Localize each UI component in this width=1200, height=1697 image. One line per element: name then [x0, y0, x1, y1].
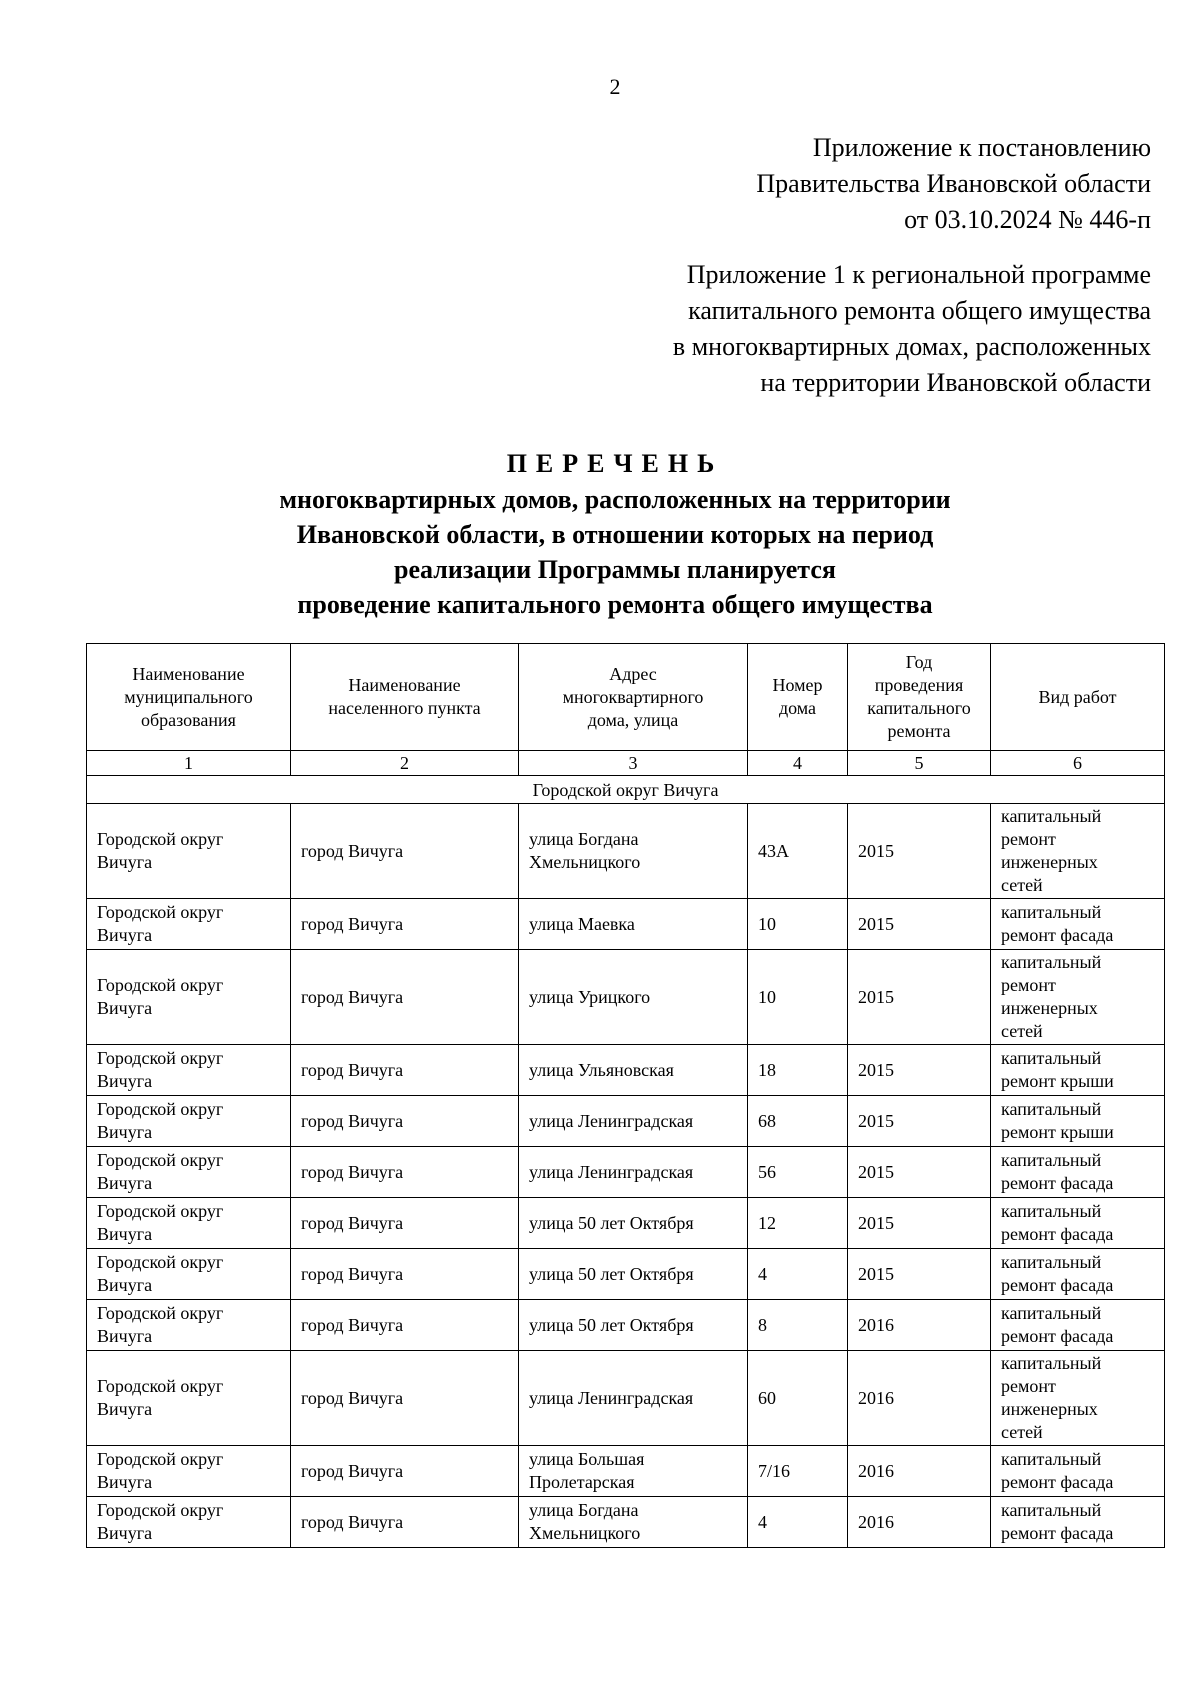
- cell-settlement: город Вичуга: [291, 1198, 519, 1249]
- cell-municipality-line: Вичуга: [97, 1173, 153, 1193]
- cell-street-line: Пролетарская: [529, 1472, 635, 1492]
- cell-municipality-line: Городской округ: [97, 1252, 224, 1272]
- cell-municipality: [87, 1249, 291, 1300]
- cell-municipality-line: Вичуга: [97, 1399, 153, 1419]
- annex-program-line: капитального ремонта общего имущества: [688, 296, 1151, 325]
- cell-house: 10: [748, 950, 848, 1045]
- cell-street: [519, 804, 748, 899]
- header-street: [519, 644, 748, 751]
- cell-street-line: Хмельницкого: [529, 852, 641, 872]
- cell-municipality: [87, 804, 291, 899]
- header-line: населенного пункта: [328, 698, 481, 718]
- cell-work-type: [991, 1446, 1165, 1497]
- cell-street: [519, 1045, 748, 1096]
- table-row: [87, 1147, 1165, 1198]
- cell-house: 10: [748, 899, 848, 950]
- cell-work-type-line: капитальный: [1001, 1449, 1102, 1469]
- cell-work-type-line: ремонт фасада: [1001, 1523, 1114, 1543]
- cell-settlement: город Вичуга: [291, 1351, 519, 1446]
- annex-resolution-line: от 03.10.2024 № 446-п: [904, 205, 1151, 234]
- table-row: [87, 1045, 1165, 1096]
- header-line: капитального: [867, 698, 971, 718]
- cell-year: 2016: [848, 1351, 991, 1446]
- cell-settlement: город Вичуга: [291, 1045, 519, 1096]
- cell-street-line: улица Маевка: [529, 913, 635, 934]
- cell-work-type: [991, 1096, 1165, 1147]
- cell-year: 2015: [848, 1045, 991, 1096]
- header-line: дома: [778, 698, 817, 718]
- cell-settlement: город Вичуга: [291, 1249, 519, 1300]
- cell-municipality-line: Городской округ: [97, 1449, 224, 1469]
- cell-work-type-line: капитальный: [1001, 1353, 1102, 1373]
- cell-year: 2015: [848, 1147, 991, 1198]
- cell-work-type-line: капитальный: [1001, 1500, 1102, 1520]
- document-subtitle-line: Ивановской области, в отношении которых на период: [296, 520, 934, 549]
- cell-municipality-line: Вичуга: [97, 1275, 153, 1295]
- cell-settlement: город Вичуга: [291, 1446, 519, 1497]
- column-number: 1: [87, 751, 291, 776]
- table-row: [87, 1096, 1165, 1147]
- cell-municipality: [87, 950, 291, 1045]
- cell-municipality: [87, 1198, 291, 1249]
- cell-municipality: [87, 1300, 291, 1351]
- cell-municipality: [87, 1096, 291, 1147]
- group-row: [87, 776, 1165, 804]
- annex-program-line: в многоквартирных домах, расположенных: [672, 332, 1151, 361]
- header-work-type: [991, 644, 1165, 751]
- cell-street-line: улица Богдана: [529, 829, 639, 849]
- cell-municipality: [87, 899, 291, 950]
- cell-settlement: город Вичуга: [291, 1300, 519, 1351]
- cell-municipality-line: Городской округ: [97, 1500, 224, 1520]
- table-row: [87, 1446, 1165, 1497]
- cell-work-type-line: капитальный: [1001, 1201, 1102, 1221]
- cell-work-type-line: капитальный: [1001, 806, 1102, 826]
- table-row: [87, 1497, 1165, 1548]
- cell-settlement: город Вичуга: [291, 1497, 519, 1548]
- cell-work-type: [991, 1147, 1165, 1198]
- cell-municipality-line: Вичуга: [97, 1071, 153, 1091]
- cell-work-type-line: инженерных: [1001, 998, 1098, 1018]
- cell-work-type-line: капитальный: [1001, 902, 1102, 922]
- cell-work-type-line: капитальный: [1001, 1252, 1102, 1272]
- cell-municipality: [87, 1446, 291, 1497]
- header-house: [748, 644, 848, 751]
- cell-work-type: [991, 1497, 1165, 1548]
- cell-year: 2015: [848, 1198, 991, 1249]
- cell-street: [519, 1249, 748, 1300]
- table-row: [87, 950, 1165, 1045]
- cell-house: 12: [748, 1198, 848, 1249]
- cell-work-type-line: капитальный: [1001, 1150, 1102, 1170]
- cell-year: 2015: [848, 950, 991, 1045]
- cell-work-type-line: капитальный: [1001, 1048, 1102, 1068]
- cell-work-type-line: ремонт: [1001, 829, 1056, 849]
- column-number: 6: [991, 751, 1165, 776]
- cell-year: 2016: [848, 1446, 991, 1497]
- cell-municipality-line: Городской округ: [97, 1048, 224, 1068]
- cell-street-line: улица Урицкого: [529, 986, 651, 1007]
- cell-house: 43А: [748, 804, 848, 899]
- cell-street-line: улица Ленинградская: [529, 1110, 694, 1131]
- cell-house: 56: [748, 1147, 848, 1198]
- cell-street-line: улица Большая: [529, 1449, 645, 1469]
- cell-work-type: [991, 1045, 1165, 1096]
- cell-work-type-line: сетей: [1001, 875, 1043, 895]
- cell-municipality: [87, 1045, 291, 1096]
- cell-municipality-line: Вичуга: [97, 1472, 153, 1492]
- cell-municipality-line: Вичуга: [97, 925, 153, 945]
- cell-municipality-line: Городской округ: [97, 1150, 224, 1170]
- annex-program: [673, 257, 1151, 401]
- cell-municipality: [87, 1351, 291, 1446]
- cell-street: [519, 1446, 748, 1497]
- cell-street: [519, 899, 748, 950]
- cell-street-line: улица 50 лет Октября: [529, 1263, 694, 1284]
- cell-street-line: улица 50 лет Октября: [529, 1212, 694, 1233]
- cell-municipality: [87, 1497, 291, 1548]
- cell-municipality-line: Вичуга: [97, 1224, 153, 1244]
- cell-house: 4: [748, 1497, 848, 1548]
- cell-work-type-line: капитальный: [1001, 1303, 1102, 1323]
- table-row: [87, 1198, 1165, 1249]
- cell-street-line: улица Ленинградская: [529, 1161, 694, 1182]
- annex-program-line: Приложение 1 к региональной программе: [686, 260, 1151, 289]
- cell-year: 2015: [848, 899, 991, 950]
- buildings-table: [86, 643, 1165, 1548]
- annex-resolution-line: Правительства Ивановской области: [756, 169, 1151, 198]
- cell-work-type: [991, 1351, 1165, 1446]
- cell-municipality-line: Городской округ: [97, 902, 224, 922]
- cell-year: 2015: [848, 1096, 991, 1147]
- cell-work-type-line: ремонт фасада: [1001, 1326, 1114, 1346]
- cell-municipality-line: Вичуга: [97, 1523, 153, 1543]
- annex-resolution: [756, 130, 1151, 238]
- cell-street-line: улица Богдана: [529, 1500, 639, 1520]
- cell-municipality-line: Городской округ: [97, 829, 224, 849]
- column-number: 3: [519, 751, 748, 776]
- cell-street-line: улица Ленинградская: [529, 1387, 694, 1408]
- document-subtitle-line: реализации Программы планируется: [394, 555, 836, 584]
- header-line: Вид работ: [1038, 686, 1117, 707]
- cell-work-type-line: ремонт фасада: [1001, 925, 1114, 945]
- header-line: дома, улица: [587, 709, 679, 730]
- cell-year: 2016: [848, 1300, 991, 1351]
- cell-street: [519, 1147, 748, 1198]
- cell-work-type-line: капитальный: [1001, 1099, 1102, 1119]
- cell-street: [519, 1497, 748, 1548]
- cell-settlement: город Вичуга: [291, 899, 519, 950]
- cell-municipality-line: Городской округ: [97, 975, 224, 995]
- header-line: Наименование: [348, 675, 461, 695]
- header-line: ремонта: [887, 721, 951, 741]
- cell-work-type: [991, 950, 1165, 1045]
- cell-municipality-line: Городской округ: [97, 1376, 224, 1396]
- page-number: 2: [609, 74, 621, 99]
- document-subtitle-line: проведение капитального ремонта общего имущества: [297, 590, 933, 619]
- table-row: [87, 899, 1165, 950]
- header-line: Год: [905, 652, 933, 672]
- header-line: Адрес: [609, 663, 657, 684]
- cell-year: 2016: [848, 1497, 991, 1548]
- cell-settlement: город Вичуга: [291, 1147, 519, 1198]
- cell-street-line: Хмельницкого: [529, 1523, 641, 1543]
- cell-work-type-line: ремонт: [1001, 975, 1056, 995]
- cell-municipality-line: Городской округ: [97, 1303, 224, 1323]
- cell-work-type: [991, 804, 1165, 899]
- cell-settlement: город Вичуга: [291, 1096, 519, 1147]
- cell-settlement: город Вичуга: [291, 804, 519, 899]
- cell-street: [519, 1198, 748, 1249]
- cell-year: 2015: [848, 1249, 991, 1300]
- cell-work-type-line: ремонт фасада: [1001, 1173, 1114, 1193]
- cell-settlement: город Вичуга: [291, 950, 519, 1045]
- cell-municipality: [87, 1147, 291, 1198]
- table-row: [87, 804, 1165, 899]
- table-row: [87, 1300, 1165, 1351]
- cell-work-type: [991, 1300, 1165, 1351]
- cell-house: 60: [748, 1351, 848, 1446]
- cell-street-line: улица 50 лет Октября: [529, 1314, 694, 1335]
- column-number: 4: [748, 751, 848, 776]
- cell-municipality-line: Вичуга: [97, 852, 153, 872]
- cell-work-type-line: сетей: [1001, 1422, 1043, 1442]
- document-subtitle-line: многоквартирных домов, расположенных на территории: [279, 485, 951, 514]
- cell-house: 18: [748, 1045, 848, 1096]
- cell-house: 8: [748, 1300, 848, 1351]
- cell-work-type-line: ремонт фасада: [1001, 1472, 1114, 1492]
- header-year: [848, 644, 991, 751]
- header-line: Наименование: [132, 663, 245, 684]
- column-number: 5: [848, 751, 991, 776]
- document-title: ПЕРЕЧЕНЬ: [506, 449, 724, 478]
- document-title-block: [0, 446, 1200, 622]
- cell-street: [519, 950, 748, 1045]
- cell-municipality-line: Вичуга: [97, 998, 153, 1018]
- cell-work-type-line: ремонт фасада: [1001, 1275, 1114, 1295]
- cell-municipality-line: Городской округ: [97, 1099, 224, 1119]
- table-row: [87, 1351, 1165, 1446]
- annex-resolution-line: Приложение к постановлению: [812, 133, 1151, 162]
- cell-street: [519, 1096, 748, 1147]
- table-header-row: [87, 644, 1165, 751]
- cell-house: 68: [748, 1096, 848, 1147]
- cell-street: [519, 1351, 748, 1446]
- cell-work-type-line: сетей: [1001, 1021, 1043, 1041]
- header-line: проведения: [874, 675, 964, 695]
- cell-municipality-line: Городской округ: [97, 1201, 224, 1221]
- annex-program-line: на территории Ивановской области: [760, 368, 1151, 397]
- cell-work-type-line: капитальный: [1001, 952, 1102, 972]
- cell-year: 2015: [848, 804, 991, 899]
- cell-municipality-line: Вичуга: [97, 1326, 153, 1346]
- cell-work-type: [991, 1198, 1165, 1249]
- cell-work-type-line: ремонт фасада: [1001, 1224, 1114, 1244]
- cell-street-line: улица Ульяновская: [529, 1059, 674, 1080]
- column-number: 2: [291, 751, 519, 776]
- cell-municipality-line: Вичуга: [97, 1122, 153, 1142]
- cell-house: 4: [748, 1249, 848, 1300]
- cell-work-type: [991, 899, 1165, 950]
- cell-work-type-line: инженерных: [1001, 852, 1098, 872]
- header-line: образования: [141, 709, 236, 730]
- column-number-row: [87, 751, 1165, 776]
- header-line: Номер: [772, 675, 823, 695]
- cell-work-type-line: инженерных: [1001, 1399, 1098, 1419]
- cell-work-type-line: ремонт крыши: [1001, 1122, 1114, 1142]
- cell-work-type-line: ремонт: [1001, 1376, 1056, 1396]
- header-municipality: [87, 644, 291, 751]
- header-line: многоквартирного: [562, 686, 704, 707]
- cell-work-type: [991, 1249, 1165, 1300]
- header-settlement: [291, 644, 519, 751]
- cell-work-type-line: ремонт крыши: [1001, 1071, 1114, 1091]
- cell-house: 7/16: [748, 1446, 848, 1497]
- group-title: Городской округ Вичуга: [87, 776, 1165, 804]
- table-row: [87, 1249, 1165, 1300]
- header-line: муниципального: [124, 686, 253, 707]
- cell-street: [519, 1300, 748, 1351]
